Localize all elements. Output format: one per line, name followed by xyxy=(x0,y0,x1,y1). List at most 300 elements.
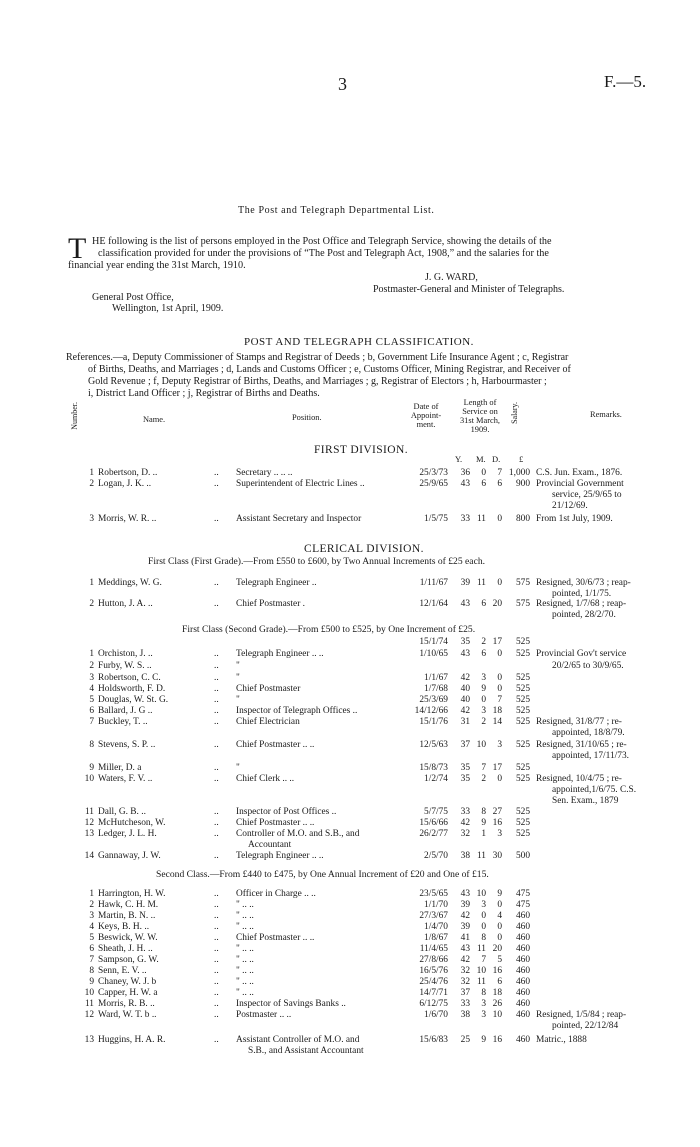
document-code: F.—5. xyxy=(604,72,647,91)
row-remarks: appointed, 17/11/73. xyxy=(552,751,629,761)
row-months: 11 xyxy=(476,851,486,861)
first-class-first-grade-heading: First Class (First Grade).—From £550 to £600, by Two Annual Increments of £25 each. xyxy=(148,556,486,567)
row-date: 6/12/75 xyxy=(419,999,448,1009)
row-name: Capper, H. W. a xyxy=(98,988,158,998)
row-number: 9 xyxy=(89,977,94,987)
row-number: 11 xyxy=(84,999,94,1009)
row-years: 25 xyxy=(460,1035,470,1045)
row-salary: 800 xyxy=(515,514,530,524)
row-salary: 460 xyxy=(515,999,530,1009)
row-months: 3 xyxy=(481,999,486,1009)
drop-cap: T xyxy=(68,232,87,265)
row-leader: .. xyxy=(214,599,219,609)
row-position: Chief Electrician xyxy=(236,717,300,727)
row-date: 1/11/67 xyxy=(419,578,448,588)
row-salary: 525 xyxy=(515,717,530,727)
row-salary: 525 xyxy=(515,829,530,839)
row-date: 1/2/74 xyxy=(424,774,448,784)
row-months: 6 xyxy=(481,479,486,489)
table-row xyxy=(0,513,700,525)
row-days: 0 xyxy=(497,922,502,932)
row-position: Assistant Secretary and Inspector xyxy=(236,514,362,524)
row-remarks: Resigned, 1/7/68 ; reap- xyxy=(536,599,627,609)
row-leader: .. xyxy=(214,774,219,784)
row-leader: .. xyxy=(214,966,219,976)
row-salary: 900 xyxy=(515,479,530,489)
header-position: Position. xyxy=(292,413,322,422)
row-number: 1 xyxy=(89,578,94,588)
row-date: 1/10/65 xyxy=(419,649,448,659)
row-months: 2 xyxy=(481,717,486,727)
row-remarks: 21/12/69. xyxy=(552,501,588,511)
row-salary: 525 xyxy=(515,649,530,659)
row-days: 6 xyxy=(497,977,502,987)
row-number: 2 xyxy=(89,599,94,609)
row-number: 9 xyxy=(89,763,94,773)
row-position: Chief Clerk .. .. xyxy=(236,774,295,784)
row-days: 18 xyxy=(492,988,502,998)
row-remarks: Sen. Exam., 1879 xyxy=(552,796,619,806)
row-remarks: Resigned, 31/8/77 ; re- xyxy=(536,717,622,727)
row-years: 35 xyxy=(460,763,470,773)
row-number: 11 xyxy=(84,807,94,817)
row-position: Inspector of Savings Banks .. xyxy=(236,999,346,1009)
row-number: 13 xyxy=(84,829,94,839)
row-number: 2 xyxy=(89,661,94,671)
row-leader: .. xyxy=(214,807,219,817)
row-name: Harrington, H. W. xyxy=(98,889,166,899)
header-number: Number. xyxy=(70,402,79,430)
row-date: 1/7/68 xyxy=(424,684,448,694)
row-position: Officer in Charge .. .. xyxy=(236,889,316,899)
row-number: 8 xyxy=(89,966,94,976)
row-salary: 525 xyxy=(515,695,530,705)
row-salary: 525 xyxy=(515,740,530,750)
row-years: 43 xyxy=(460,479,470,489)
table-row xyxy=(0,850,700,862)
row-leader: .. xyxy=(214,479,219,489)
row-salary: 460 xyxy=(515,966,530,976)
row-years: 36 xyxy=(460,468,470,478)
row-position: Chief Postmaster .. .. xyxy=(236,740,315,750)
row-months: 2 xyxy=(481,774,486,784)
row-years: 31 xyxy=(460,717,470,727)
row-months: 11 xyxy=(476,514,486,524)
row-days: 5 xyxy=(497,955,502,965)
row-number: 3 xyxy=(89,911,94,921)
row-months: 0 xyxy=(481,468,486,478)
row-months: 7 xyxy=(481,955,486,965)
row-months: 8 xyxy=(481,933,486,943)
row-months: 3 xyxy=(481,673,486,683)
row-salary: 460 xyxy=(515,922,530,932)
row-date: 14/12/66 xyxy=(414,706,448,716)
row-remarks: C.S. Jun. Exam., 1876. xyxy=(536,468,623,478)
row-salary: 500 xyxy=(515,851,530,861)
row-position: " xyxy=(236,763,240,773)
row-number: 5 xyxy=(89,695,94,705)
row-date: 15/1/74 xyxy=(419,637,448,647)
row-days: 7 xyxy=(497,468,502,478)
row-years: 39 xyxy=(460,900,470,910)
row-position: S.B., and Assistant Accountant xyxy=(248,1046,364,1056)
row-remarks: Provincial Gov't service xyxy=(536,649,627,659)
table-row xyxy=(0,1020,700,1032)
row-leader: .. xyxy=(214,649,219,659)
row-leader: .. xyxy=(214,900,219,910)
row-salary: 460 xyxy=(515,911,530,921)
row-days: 17 xyxy=(492,637,502,647)
row-years: 35 xyxy=(460,774,470,784)
row-name: Martin, B. N. .. xyxy=(98,911,156,921)
row-salary: 460 xyxy=(515,1035,530,1045)
page-number: 3 xyxy=(338,74,347,94)
row-years: 41 xyxy=(460,933,470,943)
row-leader: .. xyxy=(214,1010,219,1020)
row-date: 15/6/66 xyxy=(419,818,448,828)
header-date xyxy=(404,402,448,429)
row-date: 12/5/63 xyxy=(419,740,448,750)
row-leader: .. xyxy=(214,977,219,987)
row-days: 0 xyxy=(497,578,502,588)
row-position: " .. .. xyxy=(236,966,254,976)
row-name: Robertson, C. C. xyxy=(98,673,161,683)
row-number: 13 xyxy=(84,1035,94,1045)
row-leader: .. xyxy=(214,695,219,705)
row-salary: 525 xyxy=(515,637,530,647)
row-months: 10 xyxy=(476,966,486,976)
row-days: 0 xyxy=(497,774,502,784)
row-leader: .. xyxy=(214,955,219,965)
row-days: 3 xyxy=(497,829,502,839)
row-leader: .. xyxy=(214,514,219,524)
row-months: 6 xyxy=(481,599,486,609)
row-position: Inspector of Telegraph Offices .. xyxy=(236,706,358,716)
row-name: Dall, G. B. .. xyxy=(98,807,146,817)
row-years: 32 xyxy=(460,829,470,839)
row-months: 11 xyxy=(476,977,486,987)
table-row xyxy=(0,609,700,621)
list-title: The Post and Telegraph Departmental List. xyxy=(238,205,435,216)
row-days: 16 xyxy=(492,818,502,828)
first-class-second-grade-heading: First Class (Second Grade).—From £500 to £525, by One Increment of £25. xyxy=(182,624,476,635)
row-date: 1/1/67 xyxy=(424,673,448,683)
row-date: 11/4/65 xyxy=(419,944,448,954)
row-months: 0 xyxy=(481,922,486,932)
table-row xyxy=(0,1045,700,1057)
intro-line: financial year ending the 31st March, 1910. xyxy=(68,260,246,271)
row-name: Buckley, T. .. xyxy=(98,717,148,727)
header-date-line: Date of xyxy=(413,402,439,411)
row-name: Robertson, D. .. xyxy=(98,468,158,478)
row-name: Keys, B. H. .. xyxy=(98,922,150,932)
row-position: " .. .. xyxy=(236,911,254,921)
row-position: Chief Postmaster . xyxy=(236,599,306,609)
row-date: 1/1/70 xyxy=(424,900,448,910)
row-years: 42 xyxy=(460,673,470,683)
row-name: Morris, R. B. .. xyxy=(98,999,155,1009)
row-number: 2 xyxy=(89,900,94,910)
row-days: 18 xyxy=(492,706,502,716)
table-row xyxy=(0,648,700,660)
row-leader: .. xyxy=(214,911,219,921)
row-leader: .. xyxy=(214,933,219,943)
row-number: 7 xyxy=(89,717,94,727)
row-position: " xyxy=(236,661,240,671)
row-years: 38 xyxy=(460,1010,470,1020)
row-salary: 460 xyxy=(515,944,530,954)
references xyxy=(66,352,686,400)
row-years: 35 xyxy=(460,637,470,647)
address-line: Wellington, 1st April, 1909. xyxy=(112,303,224,314)
row-remarks: Resigned, 1/5/84 ; reap- xyxy=(536,1010,627,1020)
address-line: General Post Office, xyxy=(92,292,174,303)
row-name: Sampson, G. W. xyxy=(98,955,159,965)
row-leader: .. xyxy=(214,468,219,478)
row-position: Controller of M.O. and S.B., and xyxy=(236,829,360,839)
row-salary: 525 xyxy=(515,706,530,716)
row-salary: 460 xyxy=(515,988,530,998)
signer-title: Postmaster-General and Minister of Telegraphs. xyxy=(373,284,565,295)
table-row xyxy=(0,727,700,739)
row-months: 3 xyxy=(481,706,486,716)
row-leader: .. xyxy=(214,999,219,1009)
row-leader: .. xyxy=(214,673,219,683)
row-remarks: appointed,1/6/75. C.S. xyxy=(552,785,637,795)
row-days: 7 xyxy=(497,695,502,705)
row-days: 20 xyxy=(492,944,502,954)
row-salary: 525 xyxy=(515,673,530,683)
row-leader: .. xyxy=(214,922,219,932)
row-remarks: From 1st July, 1909. xyxy=(536,514,613,524)
row-months: 0 xyxy=(481,695,486,705)
row-number: 10 xyxy=(84,774,94,784)
row-remarks: pointed, 28/2/70. xyxy=(552,610,616,620)
row-number: 2 xyxy=(89,479,94,489)
row-number: 6 xyxy=(89,944,94,954)
header-length xyxy=(452,398,508,434)
classification-title: POST AND TELEGRAPH CLASSIFICATION. xyxy=(244,336,474,348)
row-remarks: Resigned, 31/10/65 ; re- xyxy=(536,740,627,750)
table-row xyxy=(0,636,700,648)
row-name: Ballard, J. G .. xyxy=(98,706,153,716)
row-date: 25/9/65 xyxy=(419,479,448,489)
row-name: Hawk, C. H. M. xyxy=(98,900,159,910)
row-remarks: service, 25/9/65 to xyxy=(552,490,622,500)
second-class-heading: Second Class.—From £440 to £475, by One Annual Increment of £20 and One of £15. xyxy=(156,869,489,880)
row-days: 0 xyxy=(497,649,502,659)
row-name: Furby, W. S. .. xyxy=(98,661,152,671)
intro-line: HE following is the list of persons employed in the Post Office and Telegraph Service, showing the details of the xyxy=(92,236,552,247)
row-salary: 525 xyxy=(515,774,530,784)
unit-pound: £ xyxy=(519,454,524,464)
row-months: 10 xyxy=(476,740,486,750)
unit-months: M. xyxy=(476,454,486,464)
row-date: 2/5/70 xyxy=(424,851,448,861)
row-remarks: pointed, 22/12/84 xyxy=(552,1021,619,1031)
row-number: 3 xyxy=(89,514,94,524)
row-date: 1/6/70 xyxy=(424,1010,448,1020)
row-days: 6 xyxy=(497,479,502,489)
row-number: 4 xyxy=(89,922,94,932)
row-leader: .. xyxy=(214,717,219,727)
row-name: Sheath, J. H. .. xyxy=(98,944,153,954)
row-days: 10 xyxy=(492,1010,502,1020)
row-leader: .. xyxy=(214,661,219,671)
row-leader: .. xyxy=(214,829,219,839)
row-position: Chief Postmaster .. .. xyxy=(236,933,315,943)
row-days: 27 xyxy=(492,807,502,817)
row-years: 43 xyxy=(460,599,470,609)
row-remarks: appointed, 18/8/79. xyxy=(552,728,625,738)
row-salary: 475 xyxy=(515,900,530,910)
row-remarks: Matric., 1888 xyxy=(536,1035,587,1045)
row-position: " .. .. xyxy=(236,955,254,965)
header-remarks: Remarks. xyxy=(590,410,622,419)
row-date: 5/7/75 xyxy=(424,807,448,817)
row-name: Ward, W. T. b .. xyxy=(98,1010,157,1020)
row-days: 26 xyxy=(492,999,502,1009)
row-months: 9 xyxy=(481,684,486,694)
row-days: 3 xyxy=(497,740,502,750)
row-date: 25/3/69 xyxy=(419,695,448,705)
row-months: 3 xyxy=(481,1010,486,1020)
row-years: 40 xyxy=(460,695,470,705)
row-leader: .. xyxy=(214,944,219,954)
row-date: 1/5/75 xyxy=(424,514,448,524)
row-remarks: Resigned, 10/4/75 ; re- xyxy=(536,774,622,784)
row-days: 0 xyxy=(497,514,502,524)
row-position: Chief Postmaster .. .. xyxy=(236,818,315,828)
row-date: 12/1/64 xyxy=(419,599,448,609)
row-months: 0 xyxy=(481,911,486,921)
row-number: 7 xyxy=(89,955,94,965)
row-leader: .. xyxy=(214,684,219,694)
row-name: Ledger, J. L. H. xyxy=(98,829,157,839)
row-months: 8 xyxy=(481,807,486,817)
row-name: Holdsworth, F. D. xyxy=(98,684,166,694)
row-date: 1/4/70 xyxy=(424,922,448,932)
row-years: 42 xyxy=(460,818,470,828)
row-remarks: Resigned, 30/6/73 ; reap- xyxy=(536,578,631,588)
row-salary: 460 xyxy=(515,955,530,965)
row-date: 25/4/76 xyxy=(419,977,448,987)
row-name: Meddings, W. G. xyxy=(98,578,162,588)
header-length-line: 31st March, xyxy=(459,416,500,425)
row-years: 33 xyxy=(460,999,470,1009)
row-years: 40 xyxy=(460,684,470,694)
row-years: 43 xyxy=(460,649,470,659)
row-number: 4 xyxy=(89,684,94,694)
row-leader: .. xyxy=(214,889,219,899)
row-salary: 525 xyxy=(515,684,530,694)
row-days: 17 xyxy=(492,763,502,773)
row-years: 37 xyxy=(460,740,470,750)
header-name: Name. xyxy=(143,415,166,424)
row-days: 4 xyxy=(497,911,502,921)
unit-days: D. xyxy=(492,454,501,464)
header-length-line: Service on xyxy=(462,407,498,416)
row-years: 32 xyxy=(460,966,470,976)
row-date: 25/3/73 xyxy=(419,468,448,478)
row-years: 43 xyxy=(460,944,470,954)
header-salary: Salary. xyxy=(510,402,519,424)
row-number: 12 xyxy=(84,818,94,828)
signer-name: J. G. WARD, xyxy=(425,272,478,283)
row-name: Beswick, W. W. xyxy=(98,933,158,943)
row-position: Telegraph Engineer .. .. xyxy=(236,649,324,659)
row-salary: 575 xyxy=(515,599,530,609)
row-days: 0 xyxy=(497,673,502,683)
row-name: Douglas, W. St. G. xyxy=(98,695,169,705)
row-years: 42 xyxy=(460,955,470,965)
row-position: " xyxy=(236,673,240,683)
references-line: References.—a, Deputy Commissioner of Stamps and Registrar of Deeds ; b, Government Life Insurance Agent ; c, Registrar xyxy=(66,352,569,363)
row-salary: 460 xyxy=(515,933,530,943)
first-division-heading: FIRST DIVISION. xyxy=(314,444,408,456)
row-years: 33 xyxy=(460,514,470,524)
header-date-line: Appoint- xyxy=(410,411,442,420)
row-days: 16 xyxy=(492,1035,502,1045)
row-days: 30 xyxy=(492,851,502,861)
row-position: Chief Postmaster xyxy=(236,684,301,694)
row-days: 0 xyxy=(497,684,502,694)
row-days: 0 xyxy=(497,933,502,943)
row-name: Miller, D. a xyxy=(98,763,142,773)
references-line: Gold Revenue ; f, Deputy Registrar of Births, Deaths, and Marriages ; g, Registrar of Electors ; h, Harbourmaster ; xyxy=(88,376,547,387)
references-line: i, District Land Officer ; j, Registrar of Births and Deaths. xyxy=(88,388,320,399)
row-number: 14 xyxy=(84,851,94,861)
row-date: 26/2/77 xyxy=(419,829,448,839)
row-months: 9 xyxy=(481,818,486,828)
row-months: 9 xyxy=(481,1035,486,1045)
row-remarks: pointed, 1/1/75. xyxy=(552,589,612,599)
row-days: 9 xyxy=(497,889,502,899)
row-days: 0 xyxy=(497,900,502,910)
row-leader: .. xyxy=(214,818,219,828)
row-name: Stevens, S. P. .. xyxy=(98,740,156,750)
row-salary: 575 xyxy=(515,578,530,588)
unit-years: Y. xyxy=(455,454,463,464)
row-leader: .. xyxy=(214,851,219,861)
row-position: Accountant xyxy=(248,840,292,850)
row-salary: 525 xyxy=(515,807,530,817)
row-name: Logan, J. K. .. xyxy=(98,479,152,489)
row-years: 42 xyxy=(460,911,470,921)
row-number: 5 xyxy=(89,933,94,943)
row-name: Senn, E. V. .. xyxy=(98,966,147,976)
row-leader: .. xyxy=(214,988,219,998)
row-date: 23/5/65 xyxy=(419,889,448,899)
row-number: 3 xyxy=(89,673,94,683)
row-date: 15/6/83 xyxy=(419,1035,448,1045)
row-number: 1 xyxy=(89,889,94,899)
row-remarks: 20/2/65 to 30/9/65. xyxy=(552,661,624,671)
row-name: Chaney, W. J. b xyxy=(98,977,157,987)
row-date: 16/5/76 xyxy=(419,966,448,976)
row-months: 6 xyxy=(481,649,486,659)
row-position: " .. .. xyxy=(236,977,254,987)
row-salary: 525 xyxy=(515,818,530,828)
row-years: 33 xyxy=(460,807,470,817)
row-months: 1 xyxy=(481,829,486,839)
row-position: Telegraph Engineer .. .. xyxy=(236,851,324,861)
row-salary: 1,000 xyxy=(508,468,530,478)
row-years: 38 xyxy=(460,851,470,861)
row-leader: .. xyxy=(214,706,219,716)
row-name: Orchiston, J. .. xyxy=(98,649,153,659)
row-name: Huggins, H. A. R. xyxy=(98,1035,166,1045)
